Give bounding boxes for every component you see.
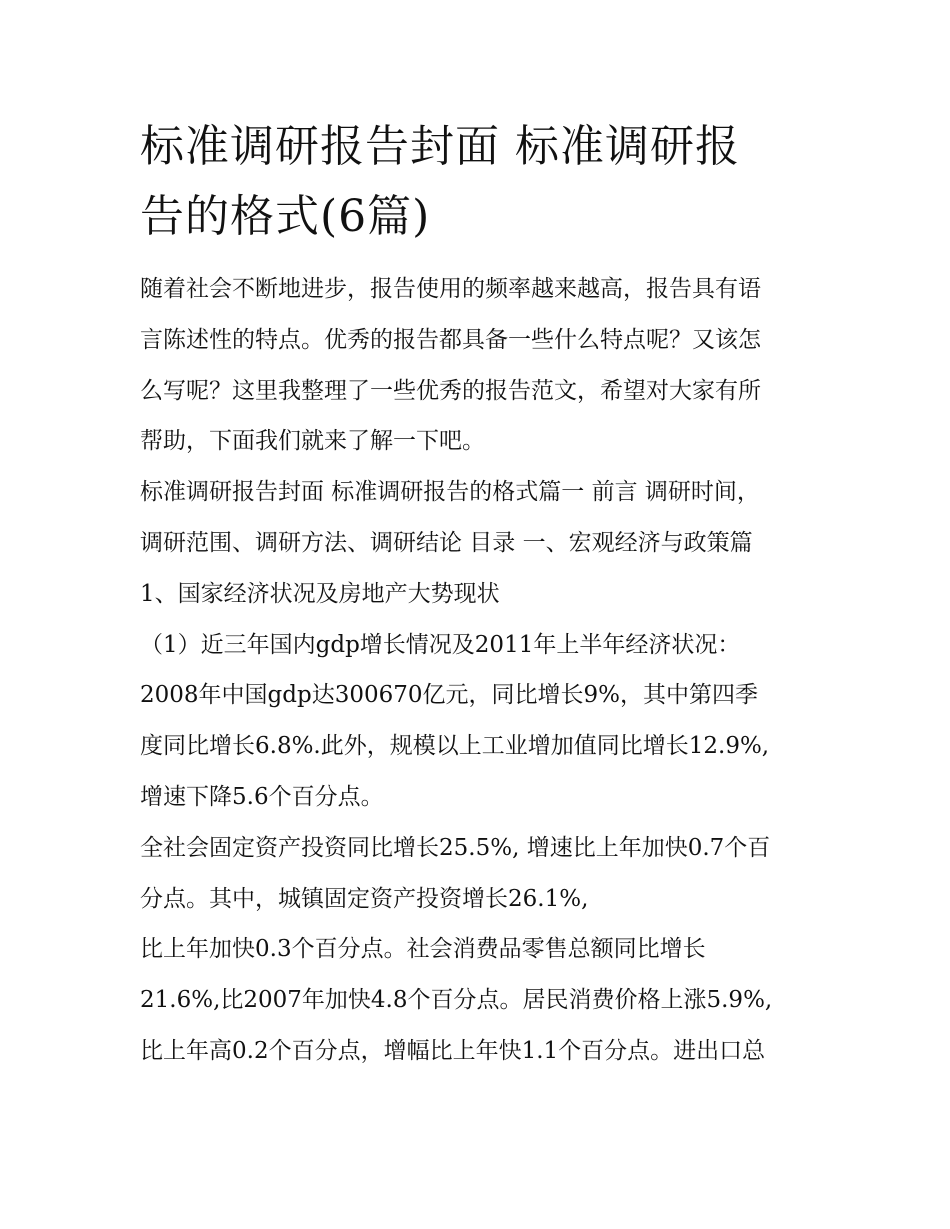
body-line: 帮助，下面我们就来了解一下吧。 [140,428,485,455]
body-line: 言陈述性的特点。优秀的报告都具备一些什么特点呢？又该怎 [140,326,761,353]
title-line: 告的格式(6篇) [140,191,431,242]
body-line: 21.6%,比2007年加快4.8个百分点。居民消费价格上涨5.9%, [140,987,773,1014]
body-line: 比上年加快0.3个百分点。社会消费品零售总额同比增长 [140,936,706,963]
body-line: 么写呢？这里我整理了一些优秀的报告范文，希望对大家有所 [140,377,761,404]
body-line: 全社会固定资产投资同比增长25.5%, 增速比上年加快0.7个百 [140,834,771,861]
document-page [140,112,820,1077]
body-line: 比上年高0.2个百分点，增幅比上年快1.1个百分点。进出口总 [140,1037,766,1064]
body-line: 1、国家经济状况及房地产大势现状 [140,580,500,607]
document-title [140,112,820,252]
body-line: 增速下降5.6个百分点。 [140,783,384,810]
body-line: 2008年中国gdp达300670亿元，同比增长9%，其中第四季 [140,682,758,709]
body-line: 度同比增长6.8%.此外，规模以上工业增加值同比增长12.9%, [140,733,770,760]
title-line: 标准调研报告封面 标准调研报 [140,121,740,172]
body-line: 分点。其中，城镇固定资产投资增长26.1%, [140,885,589,912]
body-line: 随着社会不断地进步，报告使用的频率越来越高，报告具有语 [140,276,761,302]
body-line: 调研范围、调研方法、调研结论 目录 一、宏观经济与政策篇 [140,529,753,556]
document-body [140,264,820,1077]
body-line: （1）近三年国内gdp增长情况及2011年上半年经济状况： [140,631,741,658]
body-line: 标准调研报告封面 标准调研报告的格式篇一 前言 调研时间， [140,479,760,506]
